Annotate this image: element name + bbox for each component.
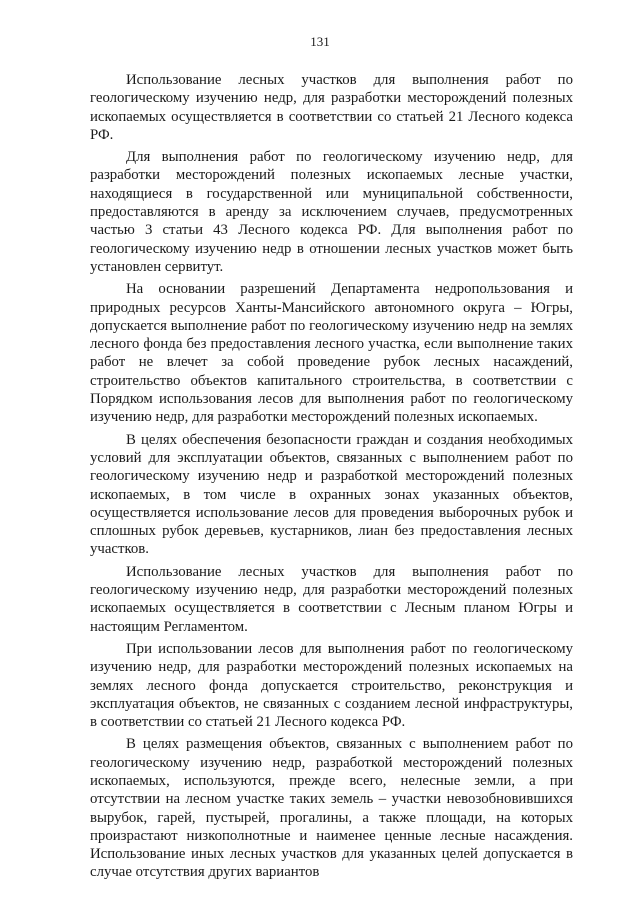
document-body (90, 71, 573, 886)
paragraph-6: При использовании лесов для выполнения работ по геологическому изучению недр, для разработки месторождений полезных ископаемых на землях лесного фонда допускается строительство, реконструкция и эксплуатация объектов, не связанных с созданием лесной инфраструктуры, в соответствии со статьей 21 Лесного кодекса РФ. (90, 640, 573, 731)
paragraph-3: На основании разрешений Департамента недропользования и природных ресурсов Ханты-Мансийского автономного округа – Югры, допускается выполнение работ по геологическому изучению недр на землях лесного фонда без предоставления лесного участка, если выполнение таких работ не влечет за собой проведение рубок лесных насаждений, строительство объектов капитального строительства, в соответствии с Порядком использования лесов для выполнения работ по геологическому изучению недр, для разработки месторождений полезных ископаемых. (90, 281, 573, 426)
paragraph-4: В целях обеспечения безопасности граждан и создания необходимых условий для эксплуатации объектов, связанных с выполнением работ по геологическому изучению недр и разработкой месторождений полезных ископаемых, в том числе в охранных зонах указанных объектов, осуществляется использование лесов для проведения выборочных рубок и сплошных рубок деревьев, кустарников, лиан без предоставления лесных участков. (90, 431, 573, 558)
paragraph-5: Использование лесных участков для выполнения работ по геологическому изучению недр, для разработки месторождений полезных ископаемых осуществляется в соответствии с Лесным планом Югры и настоящим Регламентом. (90, 563, 573, 635)
page-number: 131 (310, 34, 330, 49)
paragraph-1: Использование лесных участков для выполнения работ по геологическому изучению недр, для разработки месторождений полезных ископаемых осуществляется в соответствии со статьей 21 Лесного кодекса РФ. (90, 72, 573, 143)
paragraph-7: В целях размещения объектов, связанных с выполнением работ по геологическому изучению недр, разработкой месторождений полезных ископаемых, используются, прежде всего, нелесные земли, а при отсутствии на лесном участке таких земель – участки невозобновившихся вырубок, гарей, пустырей, прогалины, а также площади, на которых произрастают низкополнотные и наименее ценные лесные насаждения. Использование иных лесных участков для указанных целей допускается в случае отсутствия других вариантов (90, 736, 573, 881)
paragraph-2: Для выполнения работ по геологическому изучению недр, для разработки месторождений полезных ископаемых лесные участки, находящиеся в государственной или муниципальной собственности, предоставляются в аренду за исключением случаев, предусмотренных частью 3 статьи 43 Лесного кодекса РФ. Для выполнения работ по геологическому изучению недр в отношении лесных участков может быть установлен сервитут. (90, 149, 573, 275)
